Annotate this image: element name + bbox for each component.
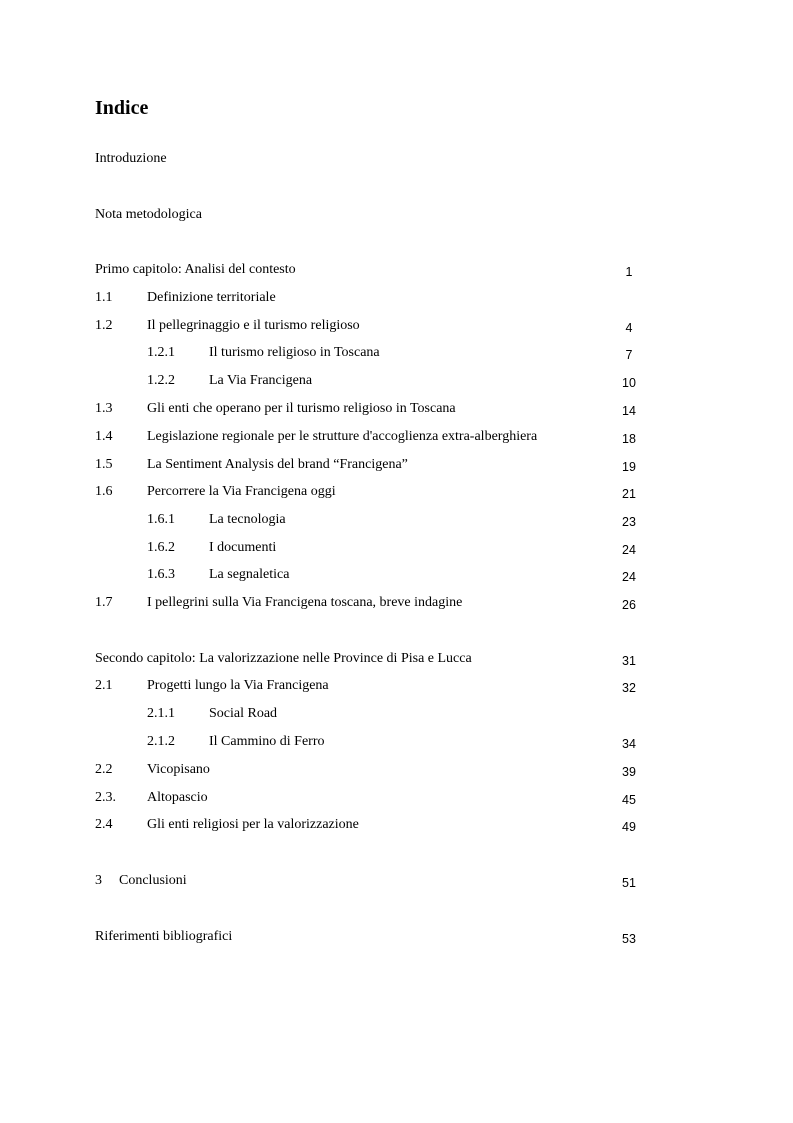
toc-section-1-2[interactable]: [0, 316, 793, 336]
toc-entry-text: Gli enti che operano per il turismo religioso in Toscana: [147, 401, 456, 416]
toc-entry-text: La segnaletica: [209, 567, 290, 582]
toc-section-number: 1.2.2: [147, 373, 175, 388]
toc-page-number: 53: [622, 932, 636, 946]
toc-section-number: 1.4: [95, 429, 113, 444]
toc-page-number: 24: [622, 543, 636, 557]
toc-entry-text: Progetti lungo la Via Francigena: [147, 678, 329, 693]
toc-section-2-4[interactable]: [0, 815, 793, 835]
toc-entry-text: Vicopisano: [147, 762, 210, 777]
toc-chapter-3-conclusioni[interactable]: [0, 871, 793, 891]
toc-entry-introduzione[interactable]: [0, 149, 793, 169]
toc-subsection-1-2-1[interactable]: [0, 343, 793, 363]
toc-page-number: 49: [622, 820, 636, 834]
toc-subsection-1-2-2[interactable]: [0, 371, 793, 391]
toc-entry-text: I documenti: [209, 540, 277, 555]
toc-subsection-2-1-2[interactable]: [0, 732, 793, 752]
toc-subsection-2-1-1[interactable]: [0, 704, 793, 724]
toc-page-number: 32: [622, 681, 636, 695]
toc-section-number: 2.4: [95, 817, 113, 832]
toc-entry-text: La tecnologia: [209, 512, 286, 527]
toc-section-number: 1.6.2: [147, 540, 175, 555]
toc-entry-text: I pellegrini sulla Via Francigena toscana, breve indagine: [147, 595, 463, 610]
toc-section-1-4[interactable]: [0, 427, 793, 447]
toc-section-1-7[interactable]: [0, 593, 793, 613]
toc-section-number: 1.6.3: [147, 567, 175, 582]
toc-section-number: 1.2.1: [147, 345, 175, 360]
toc-section-2-3[interactable]: [0, 788, 793, 808]
toc-entry-text: Il turismo religioso in Toscana: [209, 345, 380, 360]
toc-page-number: 18: [622, 432, 636, 446]
toc-entry-text: La Sentiment Analysis del brand “Francigena”: [147, 457, 408, 472]
toc-section-number: 1.6: [95, 484, 113, 499]
toc-section-number: 2.2: [95, 762, 113, 777]
toc-section-number: 1.5: [95, 457, 113, 472]
toc-entry-nota-metodologica[interactable]: [0, 205, 793, 225]
toc-entry-text: Introduzione: [95, 151, 167, 166]
toc-entry-text: Altopascio: [147, 790, 208, 805]
toc-page-number: 7: [625, 348, 633, 362]
toc-section-number: 2.1: [95, 678, 113, 693]
toc-entry-text: Gli enti religiosi per la valorizzazione: [147, 817, 359, 832]
toc-subsection-1-6-3[interactable]: [0, 565, 793, 585]
toc-entry-riferimenti[interactable]: [0, 927, 793, 947]
toc-page-number: 10: [622, 376, 636, 390]
toc-entry-text: Definizione territoriale: [147, 290, 276, 305]
toc-section-number: 1.3: [95, 401, 113, 416]
toc-section-1-6[interactable]: [0, 482, 793, 502]
toc-page-number: 31: [622, 654, 636, 668]
toc-entry-text: Percorrere la Via Francigena oggi: [147, 484, 336, 499]
toc-entry-text: Riferimenti bibliografici: [95, 929, 233, 944]
toc-subsection-1-6-2[interactable]: [0, 538, 793, 558]
page-title: Indice: [95, 97, 149, 119]
toc-page-number: 14: [622, 404, 636, 418]
toc-section-2-1[interactable]: [0, 676, 793, 696]
toc-subsection-1-6-1[interactable]: [0, 510, 793, 530]
toc-page-number: 4: [625, 321, 633, 335]
toc-entry-text: Primo capitolo: Analisi del contesto: [95, 262, 296, 277]
toc-page-number: 23: [622, 515, 636, 529]
toc-page-number: 39: [622, 765, 636, 779]
toc-section-number: 2.1.2: [147, 734, 175, 749]
toc-page-number: 26: [622, 598, 636, 612]
toc-entry-text: Conclusioni: [119, 873, 187, 888]
toc-entry-text: Il pellegrinaggio e il turismo religioso: [147, 318, 360, 333]
toc-entry-text: Nota metodologica: [95, 207, 202, 222]
toc-page-number: 19: [622, 460, 636, 474]
toc-entry-text: Il Cammino di Ferro: [209, 734, 325, 749]
toc-entry-text: La Via Francigena: [209, 373, 313, 388]
toc-section-1-1[interactable]: [0, 288, 793, 308]
toc-section-number: 1.7: [95, 595, 113, 610]
toc-section-number: 1.2: [95, 318, 113, 333]
toc-entry-text: Social Road: [209, 706, 278, 721]
toc-chapter-2[interactable]: [0, 649, 793, 669]
toc-page-number: 1: [625, 265, 633, 279]
toc-section-2-2[interactable]: [0, 760, 793, 780]
toc-page-number: 34: [622, 737, 636, 751]
toc-entry-text: Secondo capitolo: La valorizzazione nelle Province di Pisa e Lucca: [95, 651, 472, 666]
toc-section-1-5[interactable]: [0, 455, 793, 475]
toc-section-number: 3: [95, 873, 102, 888]
toc-chapter-1[interactable]: [0, 260, 793, 280]
toc-page-number: 51: [622, 876, 636, 890]
toc-page-number: 21: [622, 487, 636, 501]
toc-section-number: 1.1: [95, 290, 113, 305]
toc-section-number: 2.1.1: [147, 706, 175, 721]
toc-page-number: 45: [622, 793, 636, 807]
toc-entry-text: Legislazione regionale per le strutture d'accoglienza extra-alberghiera: [147, 429, 538, 444]
toc-page-number: 24: [622, 570, 636, 584]
toc-section-1-3[interactable]: [0, 399, 793, 419]
toc-section-number: 1.6.1: [147, 512, 175, 527]
toc-section-number: 2.3.: [95, 790, 116, 805]
